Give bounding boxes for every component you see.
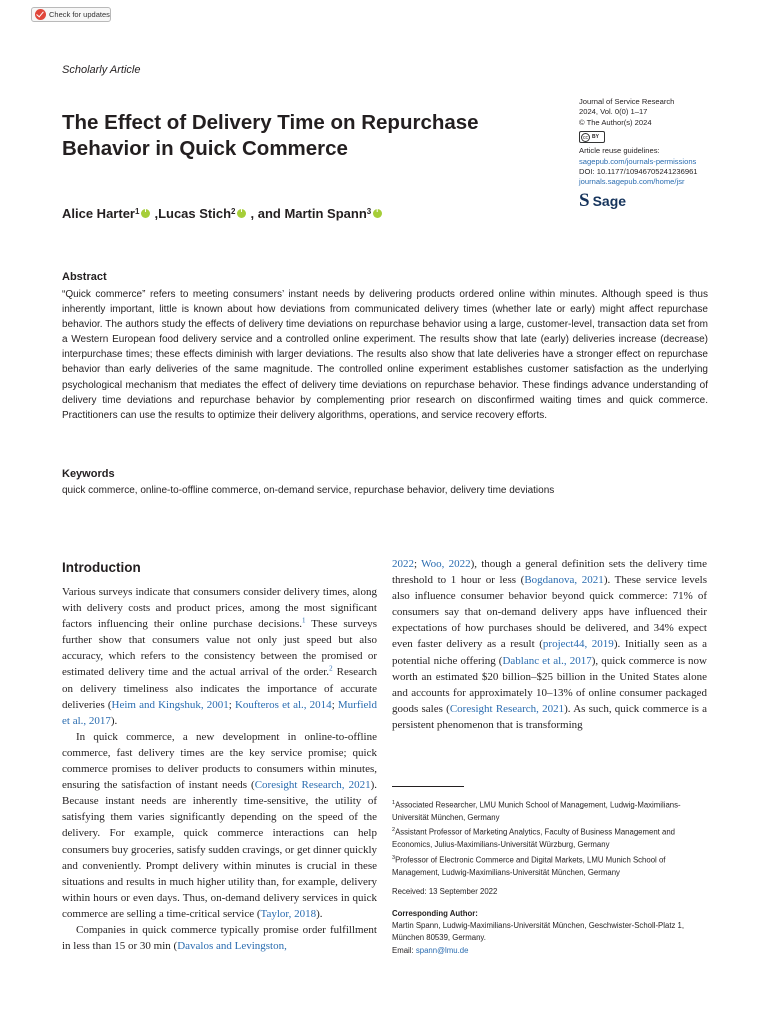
citation-link[interactable]: Koufteros et al., 2014 — [234, 698, 332, 711]
orcid-icon[interactable] — [237, 209, 246, 218]
reuse-label: Article reuse guidelines: — [579, 146, 660, 156]
keywords-heading: Keywords — [62, 468, 115, 480]
cc-icon: cc — [583, 134, 588, 141]
citation-link[interactable]: Bogdanova, 2021 — [524, 574, 604, 587]
author-name: Martin Spann — [284, 206, 367, 221]
article-type: Scholarly Article — [62, 64, 141, 76]
affiliation-note — [392, 797, 710, 824]
author-name: Lucas Stich — [158, 206, 232, 221]
footnote-divider — [392, 786, 464, 787]
text-run: Research on delivery timeliness also indicates the importance of accurate deliveries ( — [62, 666, 377, 711]
body-paragraph — [62, 922, 377, 954]
text-run: ), though a general definition sets the delivery time threshold to 1 hour or less ( — [392, 558, 707, 587]
text-run: In quick commerce, a new development in online-to-offline commerce, fast delivery times are the key service promise; quick commerce promises to deliver products to consumers within minutes, ensuring the satisfaction of instant needs ( — [62, 730, 377, 792]
email-label: Email: — [392, 945, 416, 955]
citation-link[interactable]: Murfield et al., 2017 — [62, 698, 377, 727]
author-list — [62, 206, 386, 221]
check-for-updates-label: Check for updates — [49, 10, 110, 19]
publisher-name: Sage — [592, 192, 627, 209]
affiliation-text: Assistant Professor of Marketing Analytics, Faculty of Business Management and Economics, Julius-Maximilians-Universität Würzburg, Germany — [392, 828, 676, 850]
endnote-mark[interactable]: 1 — [302, 616, 306, 625]
cc-by-label: BY — [592, 134, 599, 141]
text-run: ; — [414, 558, 422, 570]
journal-meta — [579, 97, 754, 210]
orcid-icon[interactable] — [373, 209, 382, 218]
author-affiliation-mark: 3 — [366, 207, 372, 216]
text-run: ), quick commerce is now worth an estimated $20 billion–$25 billion in the United States alone and accounts for approximately 10–13% of online consumer packaged goods sales ( — [392, 654, 708, 715]
email-link[interactable]: spann@lmu.de — [415, 945, 469, 955]
citation-link[interactable]: Taylor, 2018 — [260, 907, 317, 920]
affiliation-mark: 3 — [392, 854, 396, 861]
citation-link[interactable]: Coresight Research, 2021 — [449, 702, 565, 715]
body-column-right — [392, 556, 707, 733]
reuse-link[interactable]: sagepub.com/journals-permissions — [579, 156, 697, 166]
text-run: Various surveys indicate that consumers consider delivery times, along with delivery costs and product prices, among the most significant factors influencing their online purchase decisions. — [62, 586, 377, 631]
body-paragraph — [62, 584, 377, 729]
affiliation-text: Associated Researcher, LMU Munich School of Management, Ludwig-Maximilians-Universität München, Germany — [392, 800, 681, 822]
endnote-mark[interactable]: 2 — [329, 664, 333, 673]
journal-home-link[interactable]: journals.sagepub.com/home/jsr — [579, 177, 685, 187]
affiliation-note — [392, 824, 710, 851]
text-run: ). Because instant needs are inherently time-sensitive, the utility of satisfying them varies significantly depending on the speed of the delivery. For example, quick commerce interactions can help consumers buy groceries, satisfy sudden cravings, or get dinner quickly and conveniently. Prompt delivery within minutes is crucial in these situations and results in much higher utility than, for example, delivery within hours or even days. Thus, on-demand delivery services in quick commerce are selling a time-critical service ( — [62, 779, 377, 920]
affiliation-note — [392, 852, 710, 879]
citation-link[interactable]: Coresight Research, 2021 — [254, 779, 371, 792]
text-run: ; — [228, 698, 235, 711]
author-affiliation-mark: 2 — [231, 207, 236, 216]
check-updates-icon — [35, 9, 46, 20]
body-paragraph — [392, 556, 707, 733]
journal-volume: 2024, Vol. 0(0) 1–17 — [579, 107, 648, 117]
journal-copyright: © The Author(s) 2024 — [579, 117, 652, 127]
citation-link[interactable]: Dablanc et al., 2017 — [502, 654, 592, 667]
affiliation-mark: 2 — [392, 827, 396, 834]
sage-logo — [579, 189, 754, 211]
abstract-text: “Quick commerce” refers to meeting consumers’ instant needs by delivering products ordered online within minutes. Although speed is thus inherently important, little is known about how deviations from communicated delivery times (whether late or early) might affect repurchase behavior. The authors study the effects of delivery time deviations on repurchase behavior using a large, customer-level, transaction data set from a Western European food delivery service and a controlled online experiment. The results show that late (early) deliveries increase (decrease) interpurchase times; these effects diminish with larger deviations. The results also show that late deliveries have a stronger effect on repurchase behavior than early deliveries of the same magnitude. The controlled online experiment establishes customer satisfaction as the underlying psychological mechanism that mediates the effect of delivery time deviations on repurchase behavior. These findings advance understanding of delivery time deviations and repurchase behavior by complementing prior research on disconfirmed waiting times and quick commerce. Practitioners can use the results to optimize their delivery algorithms, operations, and service recovery efforts. — [62, 289, 708, 421]
section-heading-introduction: Introduction — [62, 560, 141, 575]
text-run: ). Initially seen as a potential niche offering ( — [392, 638, 707, 667]
keywords-text: quick commerce, online-to-offline commerce, on-demand service, repurchase behavior, delivery time deviations — [62, 485, 555, 496]
article-title: The Effect of Delivery Time on Repurchase Behavior in Quick Commerce — [62, 111, 479, 160]
doi: DOI: 10.1177/10946705241236961 — [579, 167, 698, 177]
text-run: Companies in quick commerce typically promise order fulfillment in less than 15 or 30 min ( — [62, 923, 377, 953]
abstract-heading: Abstract — [62, 271, 107, 283]
received-date: Received: 13 September 2022 — [392, 887, 498, 897]
body-paragraph — [62, 729, 377, 922]
citation-link[interactable]: Davalos and Levingston, — [177, 940, 287, 953]
author-separator: , — [154, 206, 159, 221]
citation-link[interactable]: Heim and Kingshuk, 2001 — [111, 698, 229, 711]
corresponding-author-text: Martin Spann, Ludwig-Maximilians-Universität München, Geschwister-Scholl-Platz 1, München 80539, Germany. — [392, 921, 685, 943]
orcid-icon[interactable] — [141, 209, 150, 218]
corresponding-author-heading: Corresponding Author: — [392, 908, 478, 918]
author-name: Alice Harter — [62, 206, 135, 221]
text-run: ). — [316, 907, 323, 920]
check-for-updates-button[interactable] — [31, 7, 111, 22]
author-separator: , and — [250, 206, 285, 221]
sage-s-icon: S — [579, 189, 590, 211]
citation-link[interactable]: project44, 2019 — [542, 638, 614, 651]
author-affiliation-mark: 1 — [134, 207, 140, 216]
text-run: ). As such, quick commerce is a persistent phenomenon that is transforming — [392, 702, 707, 731]
affiliation-text: Professor of Electronic Commerce and Digital Markets, LMU Munich School of Management, Ludwig-Maximilians-Universität München, Germany — [392, 855, 666, 877]
body-column-left — [62, 560, 377, 954]
text-run: ; — [331, 698, 338, 711]
affiliation-mark: 1 — [392, 800, 396, 806]
citation-link[interactable]: Woo, 2022 — [421, 558, 471, 570]
footnotes — [392, 797, 710, 957]
text-run: ). These service levels also influence consumer behavior beyond quick commerce: 71% of consumers say that on-demand delivery apps have influenced their expectations of how purchases should be delivered, and 34% expect even faster delivery as a result ( — [392, 574, 708, 651]
citation-link[interactable]: 2022 — [392, 558, 414, 570]
journal-name: Journal of Service Research — [579, 97, 675, 106]
text-run: ). — [110, 714, 118, 727]
text-run: These surveys further show that consumers value not only just speed but also accuracy, which refers to the consistency between the promised or estimated delivery time and the actual arrival of the order. — [62, 618, 377, 679]
cc-license-badge — [579, 131, 605, 143]
email-line — [392, 945, 710, 957]
